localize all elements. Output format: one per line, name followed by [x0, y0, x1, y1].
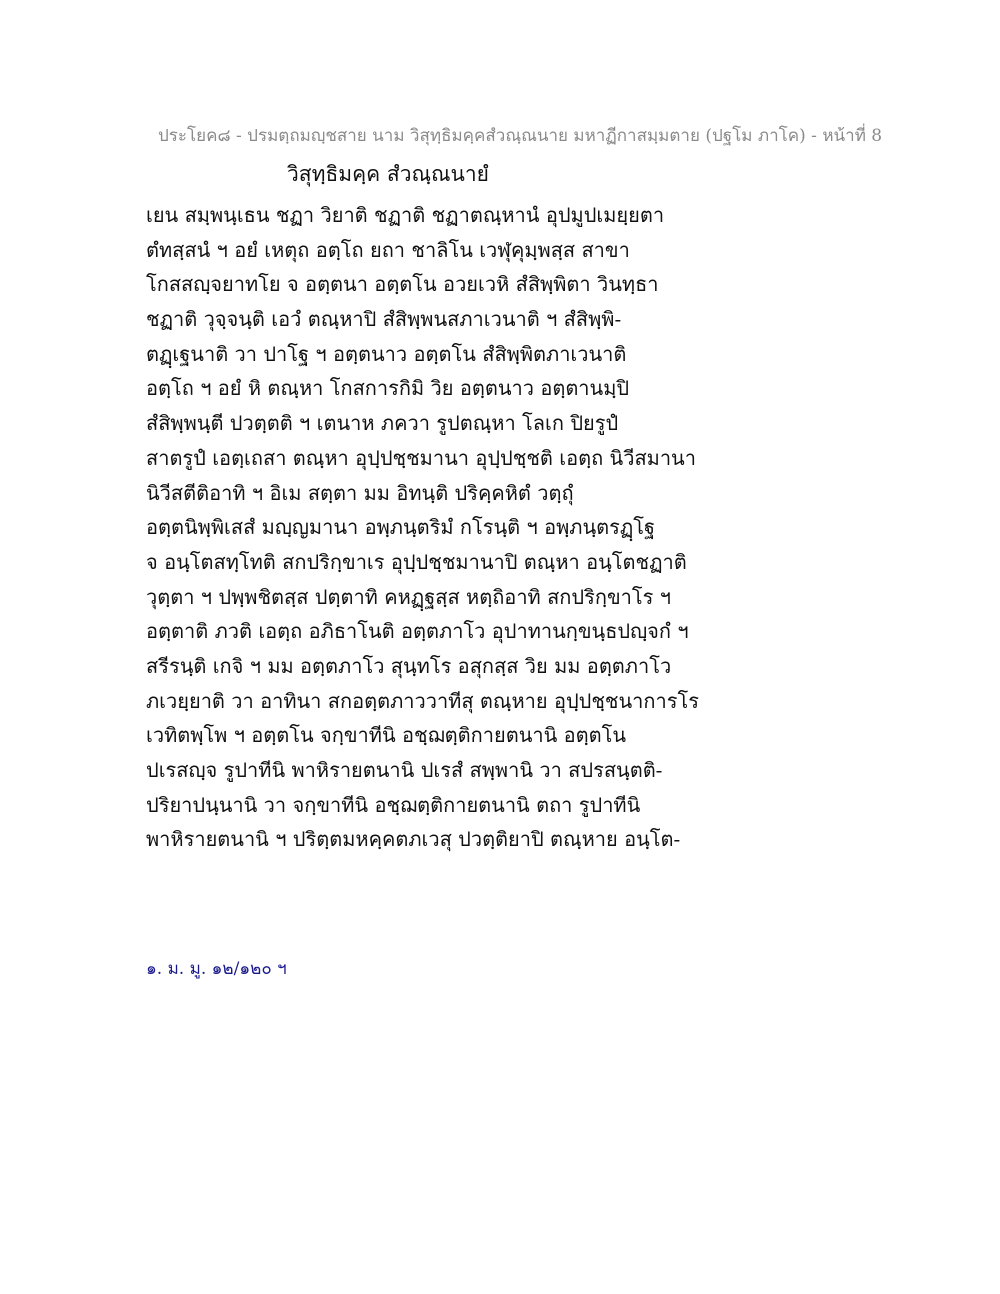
body-line: อตฺตาติ ภวติ เอตฺถ อภิธาโนติ อตฺตภาโว อุปาทานกฺขนฺธปญฺจกํ ฯ — [146, 619, 689, 644]
body-line: นิวีสตีติอาทิ ฯ อิเม สตฺตา มม อิทนฺติ ปริคฺคหิตํ วตฺถุํ — [146, 480, 574, 505]
body-text — [146, 198, 706, 857]
body-line: เยน สมฺพนฺเธน ชฏา วิยาติ ชฏาติ ชฏาตณฺหานํ อุปมูปเมยฺยตา — [146, 203, 665, 227]
body-line: วุตฺตา ฯ ปพฺพชิตสฺส ปตฺตาทิ คหฏฺฐสฺส หตฺถิอาทิ สกปริกฺขาโร ฯ — [146, 584, 671, 609]
body-line: สรีรนฺติ เกจิ ฯ มม อตฺตภาโว สุนฺทโร อสุกสฺส วิย มม อตฺตภาโว — [146, 653, 672, 678]
body-line: เวทิตพฺโพ ฯ อตฺตโน จกฺขาทีนิ อชฺฌตฺติกายตนานิ อตฺตโน — [146, 723, 627, 748]
body-line: ภเวยฺยาติ วา อาทินา สกอตฺตภาววาทีสุ ตณฺหาย อุปฺปชฺชนาการโร — [146, 688, 699, 713]
body-line: ตํทสฺสนํ ฯ อยํ เหตุถ อตฺโถ ยถา ชาลิโน เวฬุคุมฺพสฺส สาขา — [146, 237, 630, 262]
running-header: ประโยค๘ - ปรมตฺถมญฺชสาย นาม วิสุทฺธิมคฺคสํวณฺณนาย มหาฏีกาสมฺมตาย (ปฐโม ภาโค) - หน้าที่ 8 — [158, 126, 883, 146]
section-title: วิสุทฺธิมคฺค สํวณฺณนายํ — [287, 162, 489, 186]
body-line: พาหิรายตนานิ ฯ ปริตฺตมหคฺคตภเวสุ ปวตฺติยาปิ ตณฺหาย อนฺโต- — [146, 827, 681, 852]
footnote: ๑. ม. มู. ๑๒/๑๒๐ ฯ — [146, 959, 287, 979]
body-line: สํสิพฺพนฺตี ปวตฺตติ ฯ เตนาห ภควา รูปตณฺหา โลเก ปิยรูปํ — [146, 411, 619, 436]
body-line: ปเรสญฺจ รูปาทีนิ พาหิรายตนานิ ปเรสํ สพฺพานิ วา สปรสนฺตติ- — [146, 758, 663, 782]
body-line: โกสสญฺจยาทโย จ อตฺตนา อตฺตโน อวยเวหิ สํสิพฺพิตา วินทฺธา — [146, 272, 659, 297]
body-line: ปริยาปนฺนานิ วา จกฺขาทีนิ อชฺฌตฺติกายตนานิ ตถา รูปาทีนิ — [146, 792, 641, 817]
body-line: ตฏฺเฐนาติ วา ปาโฐ ฯ อตฺตนาว อตฺตโน สํสิพฺพิตภาเวนาติ — [146, 341, 627, 366]
body-line: ชฏาติ วุจฺจนฺติ เอวํ ตณฺหาปิ สํสิพฺพนสภาเวนาติ ฯ สํสิพฺพิ- — [146, 307, 622, 332]
body-line: อตฺตนิพฺพิเสสํ มญฺญมานา อพฺภนฺตริมํ กโรนฺติ ฯ อพฺภนฺตรฏฺโฐ — [146, 515, 656, 540]
body-line: อตฺโถ ฯ อยํ หิ ตณฺหา โกสการกิมิ วิย อตฺตนาว อตฺตานมฺปิ — [146, 376, 630, 401]
body-line: จ อนฺโตสทฺโทติ สกปริกฺขาเร อุปฺปชฺชมานาปิ ตณฺหา อนฺโตชฏาติ — [146, 549, 687, 574]
body-line: สาตรูปํ เอตฺเถสา ตณฺหา อุปฺปชฺชมานา อุปฺปชฺชติ เอตฺถ นิวีสมานา — [146, 445, 696, 470]
